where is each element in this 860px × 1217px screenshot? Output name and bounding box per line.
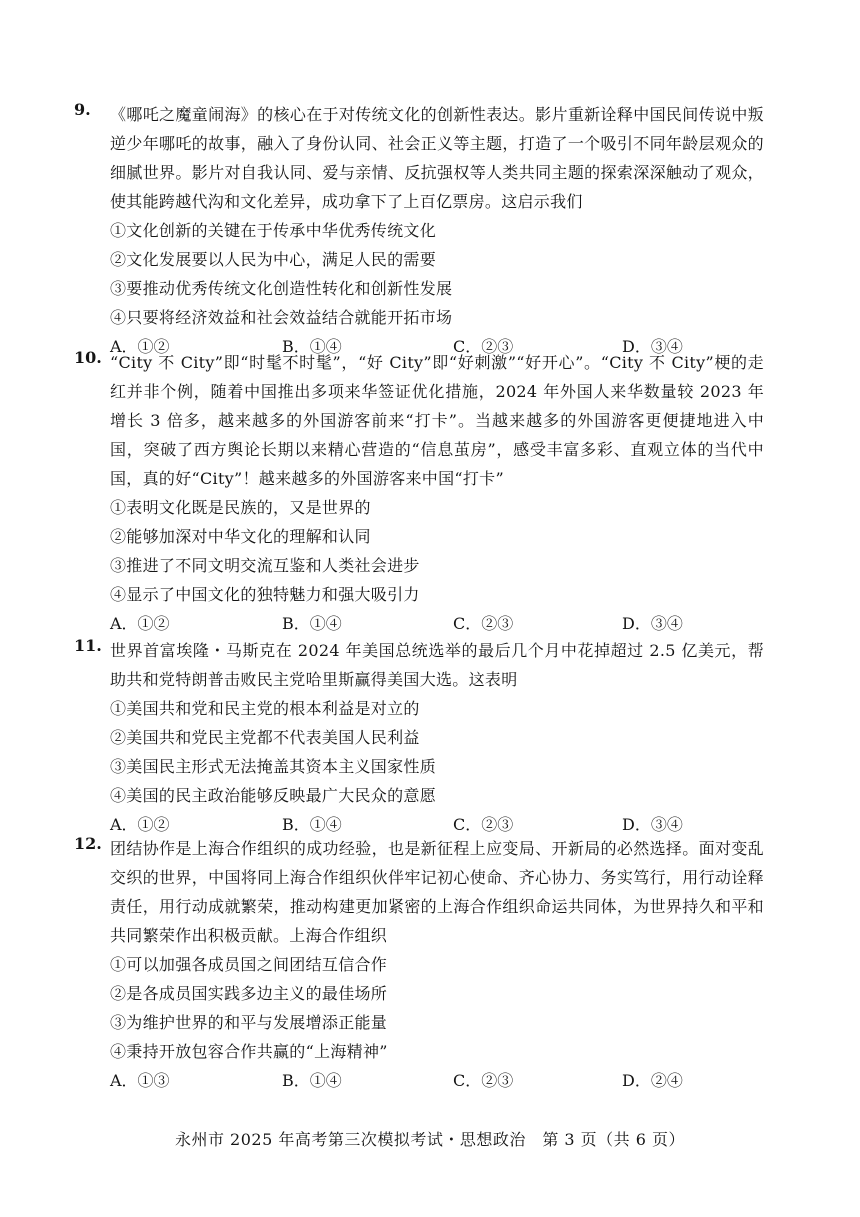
statement-3: ③要推动优秀传统文化创造性转化和创新性发展 [110,279,453,298]
choice-d: D．②④ [622,1071,683,1090]
question-12 [74,834,764,1095]
statement-2: ②是各成员国实践多边主义的最佳场所 [110,984,388,1003]
question-stem: 团结协作是上海合作组织的成功经验，也是新征程上应变局、开新局的必然选择。面对变乱交织的世界，中国将同上海合作组织伙伴牢记初心使命、齐心协力、务实笃行，用行动诠释责任，用行动成就繁荣，推动构建更加紧密的上海合作组织命运共同体，为世界持久和平和共同繁荣作出积极贡献。上海合作组织 [110,839,764,945]
statement-3: ③推进了不同文明交流互鉴和人类社会进步 [110,556,420,575]
statement-1: ①文化创新的关键在于传承中华优秀传统文化 [110,221,437,240]
statement-4: ④秉持开放包容合作共赢的“上海精神” [110,1042,388,1061]
choice-c: C．②③ [453,614,514,633]
question-number: 9. [74,100,91,119]
question-9 [74,100,764,361]
question-stem: 世界首富埃隆・马斯克在 2024 年美国总统选举的最后几个月中花掉超过 2.5 亿美元，帮助共和党特朗普击败民主党哈里斯赢得美国大选。这表明 [110,641,764,689]
choice-c: C．②③ [453,1071,514,1090]
question-stem: 《哪吒之魔童闹海》的核心在于对传统文化的创新性表达。影片重新诠释中国民间传说中叛逆少年哪吒的故事，融入了身份认同、社会正义等主题，打造了一个吸引不同年龄层观众的细腻世界。影片对自我认同、爱与亲情、反抗强权等人类共同主题的探索深深触动了观众，使其能跨越代沟和文化差异，成功拿下了上百亿票房。这启示我们 [110,105,764,211]
statement-1: ①可以加强各成员国之间团结互信合作 [110,955,388,974]
choice-a: A．①② [110,614,170,633]
statement-4: ④显示了中国文化的独特魅力和强大吸引力 [110,585,420,604]
question-number: 11. [74,636,102,655]
question-11 [74,636,764,839]
statement-2: ②文化发展要以人民为中心，满足人民的需要 [110,250,437,269]
question-number: 12. [74,834,102,853]
statement-2: ②美国共和党民主党都不代表美国人民利益 [110,728,420,747]
statement-1: ①美国共和党和民主党的根本利益是对立的 [110,699,420,718]
choice-d: D．③④ [622,337,683,356]
choice-a: A．①② [110,815,170,834]
statement-4: ④美国的民主政治能够反映最广大民众的意愿 [110,786,437,805]
choice-d: D．③④ [622,815,683,834]
choice-b: B．①④ [282,1071,342,1090]
question-number: 10. [74,348,102,367]
statement-2: ②能够加深对中华文化的理解和认同 [110,527,371,546]
answer-choices [110,609,764,638]
choice-b: B．①④ [282,337,342,356]
choice-b: B．①④ [282,614,342,633]
statement-3: ③为维护世界的和平与发展增添正能量 [110,1013,388,1032]
choice-a: A．①③ [110,1071,170,1090]
choice-a: A．①② [110,337,170,356]
choice-c: C．②③ [453,337,514,356]
page-footer: 永州市 2025 年高考第三次模拟考试・思想政治 第 3 页（共 6 页） [174,1130,686,1149]
choice-b: B．①④ [282,815,342,834]
choice-d: D．③④ [622,614,683,633]
answer-choices [110,1066,764,1095]
statement-1: ①表明文化既是民族的，又是世界的 [110,498,371,517]
question-10 [74,348,764,638]
choice-c: C．②③ [453,815,514,834]
statement-4: ④只要将经济效益和社会效益结合就能开拓市场 [110,308,453,327]
statement-3: ③美国民主形式无法掩盖其资本主义国家性质 [110,757,437,776]
question-stem: “City 不 City”即“时髦不时髦”，“好 City”即“好刺激”“好开心”。“City 不 City”梗的走红并非个例，随着中国推出多项来华签证优化措施，2024 年外国人来华数量较 2023 年增长 3 倍多，越来越多的外国游客前来“打卡”。当越来越多的外国游客更便捷地进入中国，突破了西方舆论长期以来精心营造的“信息茧房”，感受丰富多彩、直观立体的当代中国，真的好“City”！越来越多的外国游客来中国“打卡” [110,353,764,488]
